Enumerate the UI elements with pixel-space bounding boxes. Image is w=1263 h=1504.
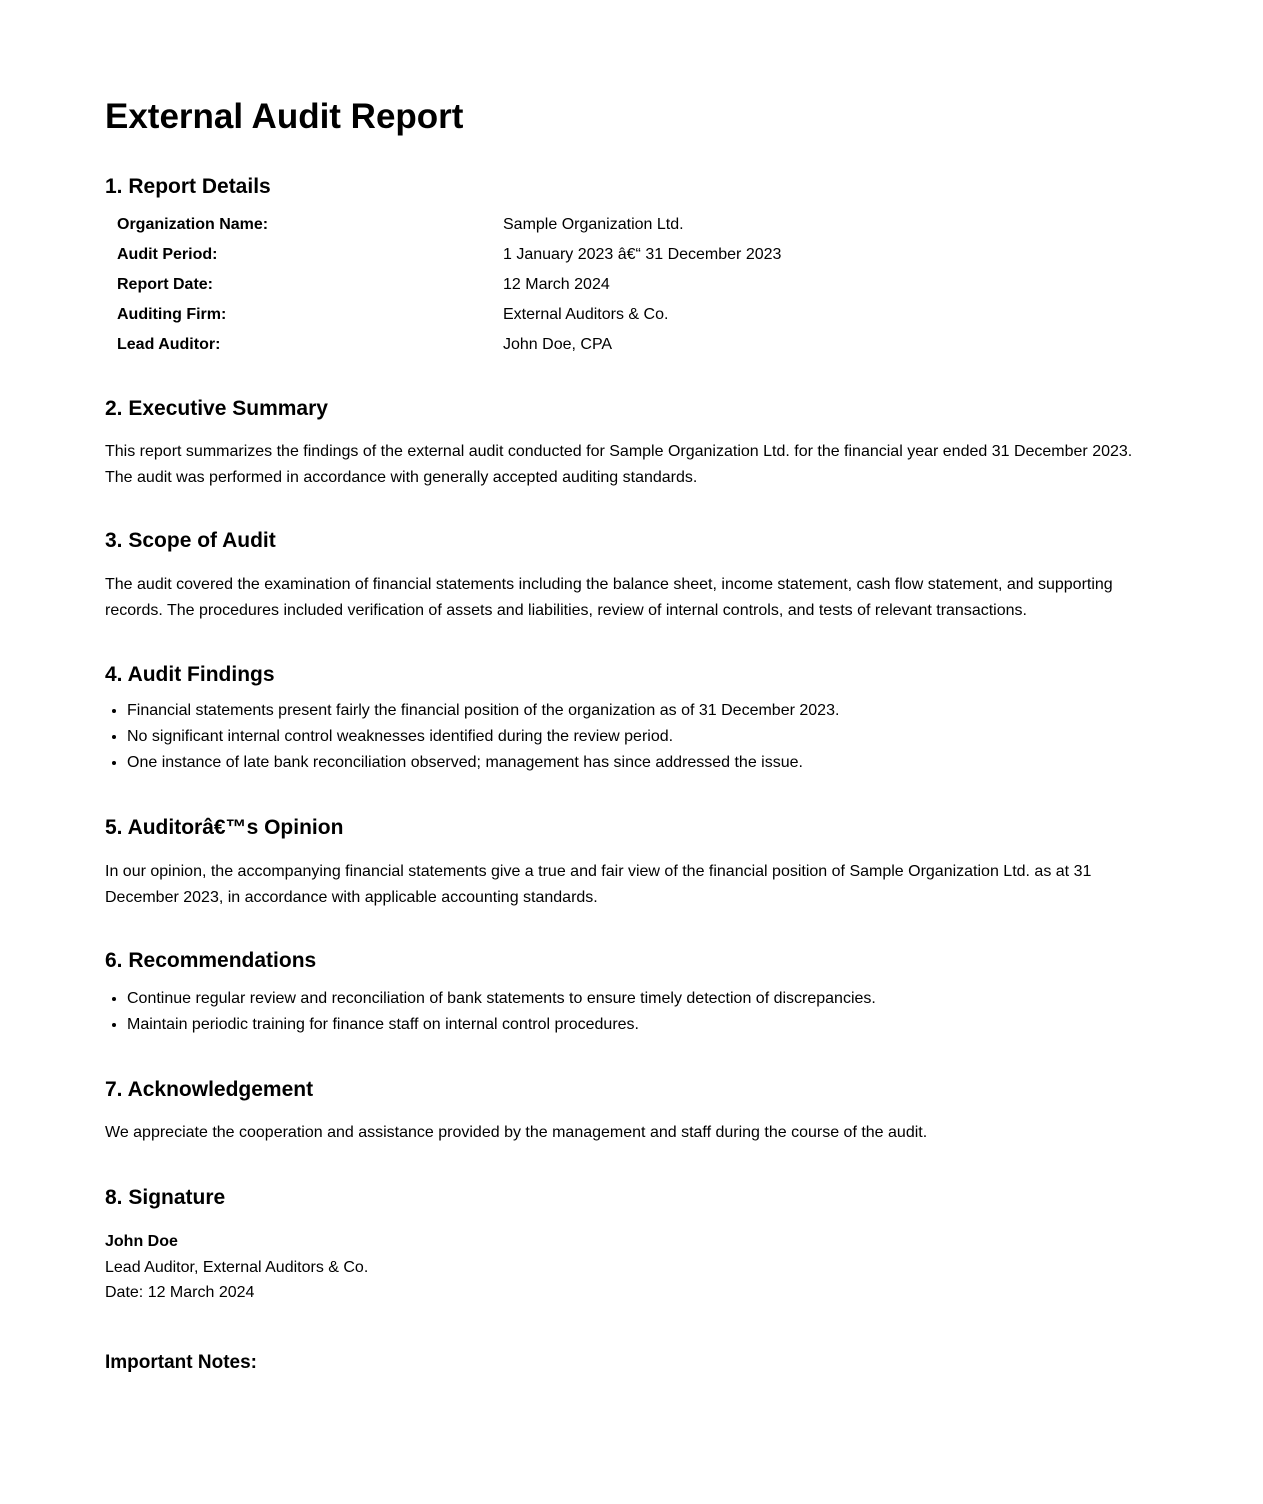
list-item: • Maintain periodic training for finance staff on internal control procedures. — [127, 1012, 1155, 1038]
acknowledgement-heading: 7. Acknowledgement — [105, 1077, 314, 1101]
details-value: 1 January 2023 â€“ 31 December 2023 — [503, 246, 782, 263]
list-item: • Financial statements present fairly the financial position of the organization as of 31 December 2023. — [127, 698, 1155, 724]
acknowledgement-text: We appreciate the cooperation and assistance provided by the management and staff during the course of the audit. — [105, 1123, 928, 1141]
executive-summary-heading: 2. Executive Summary — [105, 397, 328, 420]
acknowledgement-section — [105, 1077, 1155, 1146]
list-item: • Continue regular review and reconciliation of bank statements to ensure timely detection of discrepancies. — [127, 986, 1155, 1012]
report-details-heading: 1. Report Details — [105, 175, 271, 198]
opinion-section — [105, 815, 1155, 910]
scope-section — [105, 528, 1155, 623]
page-title: External Audit Report — [105, 97, 464, 136]
details-label: Organization Name: — [117, 216, 269, 233]
details-row-lead-auditor — [105, 330, 793, 360]
details-label: Report Date: — [117, 276, 214, 293]
findings-list — [105, 698, 1155, 775]
recommendations-heading: 6. Recommendations — [105, 949, 317, 973]
report-details-table — [105, 210, 793, 360]
details-row-audit-period — [105, 240, 793, 270]
findings-section — [105, 662, 1155, 775]
recommendations-section — [105, 948, 1155, 1037]
details-value: Sample Organization Ltd. — [503, 216, 684, 233]
opinion-heading: 5. Auditorâ€™s Opinion — [105, 816, 344, 840]
details-label: Lead Auditor: — [117, 336, 221, 353]
details-row-organization — [105, 210, 793, 240]
details-row-auditing-firm — [105, 300, 793, 330]
list-item: • One instance of late bank reconciliation observed; management has since addressed the issue. — [127, 750, 1155, 776]
details-value: 12 March 2024 — [503, 276, 610, 293]
signature-block — [105, 1229, 1155, 1306]
details-label: Audit Period: — [117, 246, 218, 263]
scope-text: The audit covered the examination of financial statements including the balance sheet, income statement, cash flow statement, and supporting records. The procedures included verification of assets and liabilities, review of internal controls, and tests of relevant transactions. — [105, 576, 1113, 619]
important-notes-heading: Important Notes: — [105, 1351, 257, 1373]
details-label: Auditing Firm: — [117, 306, 227, 323]
signature-role: Lead Auditor, External Auditors & Co. — [105, 1258, 369, 1276]
details-value: John Doe, CPA — [503, 336, 613, 353]
report-details-section — [105, 174, 1155, 360]
recommendations-list — [105, 986, 1155, 1037]
opinion-text: In our opinion, the accompanying financial statements give a true and fair view of the financial position of Sample Organization Ltd. as at 31 December 2023, in accordance with applicable accounting standards. — [105, 863, 1092, 906]
signature-name: John Doe — [105, 1233, 178, 1251]
signature-section — [105, 1185, 1155, 1306]
signature-heading: 8. Signature — [105, 1186, 226, 1210]
list-item: • No significant internal control weaknesses identified during the review period. — [127, 724, 1155, 750]
details-row-report-date — [105, 270, 793, 300]
executive-summary-text: This report summarizes the findings of the external audit conducted for Sample Organization Ltd. for the financial year ended 31 December 2023. The audit was performed in accordance with generally accepted auditing standards. — [105, 443, 1133, 486]
executive-summary-section — [105, 396, 1155, 490]
signature-date: Date: 12 March 2024 — [105, 1284, 255, 1302]
details-value: External Auditors & Co. — [503, 306, 669, 323]
findings-heading: 4. Audit Findings — [105, 663, 275, 687]
scope-heading: 3. Scope of Audit — [105, 529, 276, 553]
